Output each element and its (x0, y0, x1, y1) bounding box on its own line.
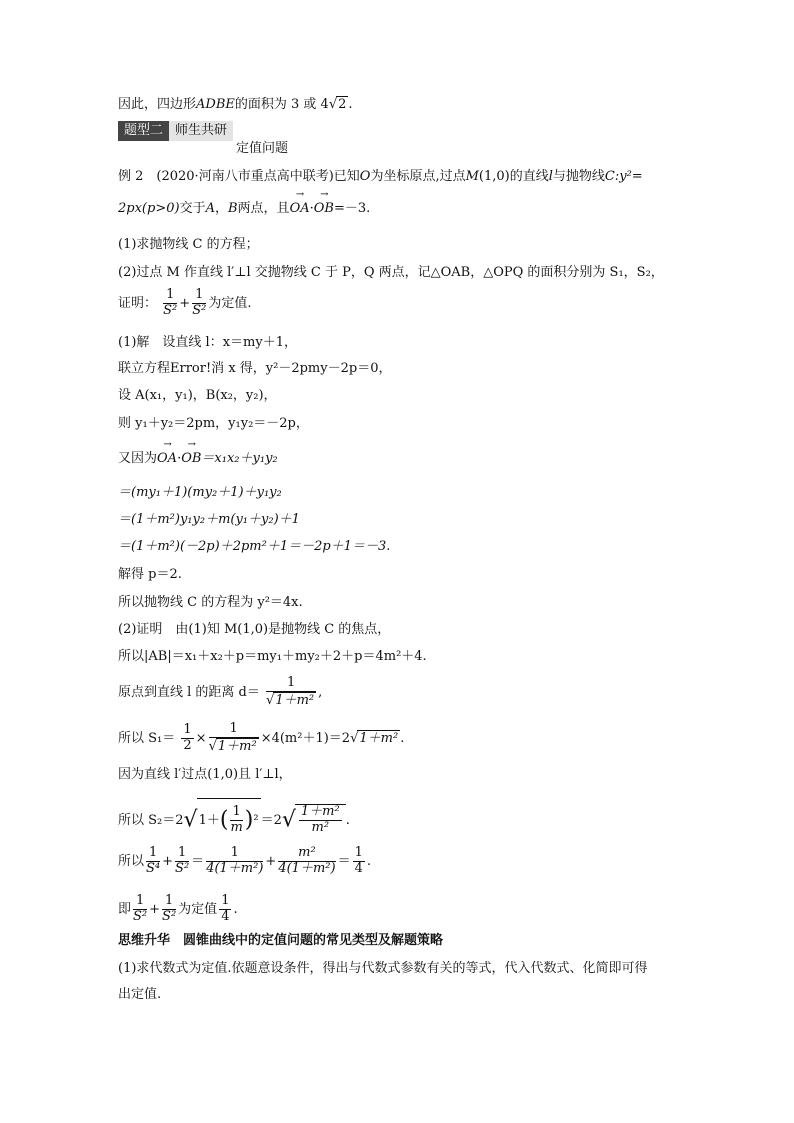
s2-prefix: 所以 S₂＝2 (118, 812, 184, 828)
frac-conc-2: $\frac{1}{\text{S²}}$ (162, 893, 177, 924)
s2-inner-prefix: 1＋ (198, 812, 220, 828)
s2-end: . (345, 812, 350, 828)
example-text-3: 与抛物线 (552, 169, 605, 184)
solution-2-sum (118, 846, 371, 877)
frac-1-s1-4: $\frac{1}{\text{S⁴}}$ (146, 845, 161, 876)
solution-1-result: 所以抛物线 C 的方程为 y²＝4x. (118, 595, 303, 610)
summary-title: 思维升华 圆锥曲线中的定值问题的常见类型及解题策略 (118, 933, 444, 948)
conclusion-mid: 的面积为 3 或 4 (234, 97, 329, 112)
frac-sum-2: $\frac{\text{m²}}{\text{4(1＋m²)}}$ (278, 845, 336, 876)
var-l: l (548, 169, 553, 184)
frac-distance: $\frac{1}{\text{√1＋m²}}$ (266, 675, 315, 708)
solution-1-step-3: ＝(1＋m²)(－2p)＋2pm²＋1＝－2p＋1＝－3. (118, 539, 391, 554)
proof-end: 为定值. (208, 295, 252, 311)
parabola-eq: :y²= (614, 169, 643, 184)
s1-prefix: 所以 S₁＝ (118, 731, 176, 747)
conc-prefix: 即 (118, 901, 132, 917)
conclusion-var: ADBE (196, 97, 235, 112)
proof-prefix: 证明： (118, 295, 158, 311)
solution-1-title: (1)解 设直线 l：x＝my＋1， (118, 335, 297, 350)
sum-end: . (366, 853, 371, 869)
frac-quarter: $\frac{1}{4}$ (354, 845, 363, 876)
badge-type: 题型二 (118, 121, 169, 141)
question-2: (2)过点 M 作直线 l′⊥l 交抛物线 C 于 P，Q 两点，记△OAB，△OPQ 的面积分别为 S₁，S₂， (118, 265, 664, 280)
m-coords: (1,0) (478, 169, 510, 184)
s1-end: . (400, 731, 405, 747)
var-c: C (604, 169, 615, 184)
solution-1-step-1: ＝(my₁＋1)(my₂＋1)＋y₁y₂ (118, 485, 282, 500)
line2-text-2: 两点，且 (237, 201, 290, 216)
conclusion-sqrt: 2 (338, 97, 347, 112)
section-badge (118, 121, 233, 141)
parabola-param: 2px(p>0) (118, 201, 180, 216)
frac-1-s2-2: $\frac{1}{\text{S²}}$ (175, 845, 190, 876)
sum-prefix: 所以 (118, 853, 145, 869)
example-lead: 例 2 (2020·河南八市重点高中联考)已知 (118, 169, 360, 184)
example-line-2 (118, 200, 370, 218)
solution-1-step-2: ＝(1＋m²)y₁y₂＋m(y₁＋y₂)＋1 (118, 512, 300, 527)
eq-op: ＝ (191, 853, 205, 869)
eq-op-2: ＝ (337, 853, 351, 869)
conclusion-prefix: 因此，四边形 (118, 97, 197, 112)
frac-1-s2: $\frac{1}{\text{S²}}$ (192, 287, 207, 318)
dot-prefix: 又因为 (118, 451, 158, 466)
var-o: O (359, 169, 371, 184)
var-m: M (465, 169, 479, 184)
var-a: A (205, 201, 215, 216)
frac-half: $\frac{1}{2}$ (183, 722, 192, 754)
conclusion-end: . (348, 97, 353, 112)
var-b: B (227, 201, 238, 216)
line2-end: =－3. (333, 201, 371, 216)
frac-s1-distance: $\frac{1}{\text{√1＋m²}}$ (208, 721, 257, 754)
frac-sum-1: $\frac{1}{\text{4(1＋m²)}}$ (206, 845, 264, 876)
s1-mid: ×4(m²＋1)＝2 (260, 731, 351, 747)
s2-inner-end: ² (253, 812, 259, 828)
conclusion-final (118, 894, 238, 925)
example-text-2: 的直线 (509, 169, 549, 184)
frac-conc-quarter: $\frac{1}{4}$ (221, 893, 230, 924)
example-text-1: 为坐标原点,过点 (370, 169, 466, 184)
solution-1-vieta: 则 y₁＋y₂＝2pm，y₁y₂＝－2p， (118, 416, 309, 431)
line2-sep: ， (214, 201, 228, 216)
dot-op-2: · (177, 451, 182, 466)
summary-paragraph-1a: (1)求代数式为定值.依题意设条件，得出与代数式参数有关的等式，代入代数式、化简即可得 (118, 961, 648, 976)
solution-1-set: 设 A(x₁，y₁)，B(x₂，y₂)， (118, 388, 277, 403)
s2-mid: ＝2 (260, 812, 282, 828)
plus-op-2: + (162, 853, 174, 869)
conclusion-line: 因此，四边形ADBE的面积为 3 或 4√2 . (118, 97, 353, 112)
solution-2-s1: 所以 S₁＝ $\frac{1}{2}$ × $\frac{1}{\text{√1＋m²}}$ ×4(m²＋1)＝2√1＋m² . (118, 721, 405, 754)
solution-2-perp: 因为直线 l′过点(1,0)且 l′⊥l， (118, 767, 292, 782)
solution-1-joint: 联立方程Error!消 x 得，y²－2pmy－2p＝0， (118, 361, 392, 376)
badge-mode: 师生共研 (169, 121, 233, 141)
conc-mid: 为定值 (178, 901, 218, 917)
summary-paragraph-1b: 出定值. (118, 987, 162, 1002)
solution-2-distance (118, 676, 322, 709)
solution-1-dot (118, 450, 278, 468)
dot-op: · (309, 201, 314, 216)
frac-inv-m: $\frac{1}{m}$ (230, 804, 243, 835)
question-2-proof-line (118, 288, 251, 319)
solution-2-ab: 所以|AB|＝x₁＋x₂＋p＝my₁＋my₂＋2＋p＝4m²＋4. (118, 649, 427, 664)
conc-end: . (233, 901, 238, 917)
frac-s2-ratio: $\frac{\text{1＋m²}}{\text{m²}}$ (300, 804, 340, 835)
vector-ob-2: → OB (181, 450, 201, 468)
dot-end: ＝x₁x₂＋y₁y₂ (201, 451, 278, 466)
solution-2-title: (2)证明 由(1)知 M(1,0)是抛物线 C 的焦点， (118, 622, 391, 637)
distance-prefix: 原点到直线 l 的距离 d＝ (118, 685, 260, 701)
solution-1-p: 解得 p＝2. (118, 567, 182, 582)
solution-2-s2: 所以 S₂＝2√1＋( $\frac{1}{m}$ )² ＝2√ $\frac{\text{1＋m²}}{\text{m²}}$ . (118, 798, 350, 836)
frac-1-s1: $\frac{1}{\text{S²}}$ (163, 287, 178, 318)
plus-op-4: + (149, 901, 161, 917)
vector-ob: → OB (314, 200, 334, 218)
times-op: × (195, 731, 207, 747)
question-1: (1)求抛物线 C 的方程； (118, 237, 259, 252)
distance-end: , (318, 685, 323, 701)
vector-oa-2: → OA (157, 450, 177, 468)
plus-op: + (179, 295, 191, 311)
section-title: 定值问题 (236, 141, 289, 156)
vector-oa: → OA (290, 200, 310, 218)
example-line-1 (118, 168, 643, 186)
line2-text-1: 交于 (179, 201, 206, 216)
frac-conc-1: $\frac{1}{\text{S²}}$ (133, 893, 148, 924)
plus-op-3: + (265, 853, 277, 869)
